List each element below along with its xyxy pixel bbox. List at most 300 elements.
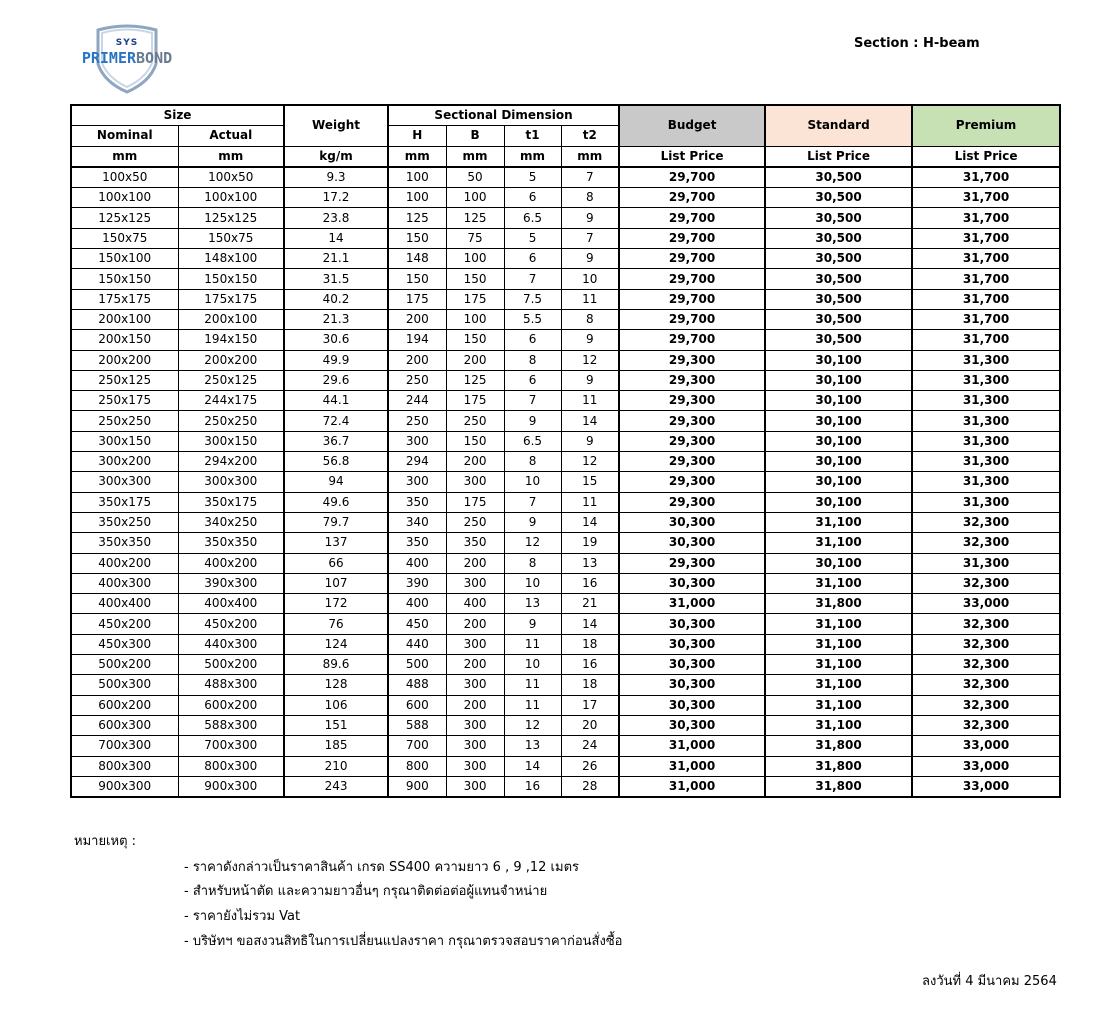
b-cell: 200 <box>446 655 504 675</box>
actual-size-cell: 200x200 <box>178 350 284 370</box>
nominal-size-cell: 250x125 <box>71 370 178 390</box>
t1-cell: 6 <box>504 330 561 350</box>
t1-cell: 9 <box>504 512 561 532</box>
premium-price-cell: 31,700 <box>912 289 1060 309</box>
premium-price-cell: 32,300 <box>912 695 1060 715</box>
actual-size-cell: 294x200 <box>178 452 284 472</box>
price-table <box>70 104 1061 798</box>
weight-cell: 79.7 <box>284 512 388 532</box>
issue-date: ลงวันที่ 4 มีนาคม 2564 <box>922 974 1057 989</box>
h-cell: 300 <box>388 431 446 451</box>
nominal-size-cell: 175x175 <box>71 289 178 309</box>
primerbond-logo <box>78 24 176 96</box>
header-nominal: Nominal <box>71 126 178 146</box>
t1-cell: 5 <box>504 228 561 248</box>
nominal-size-cell: 500x200 <box>71 655 178 675</box>
budget-price-cell: 29,700 <box>619 228 765 248</box>
header-standard: Standard <box>765 105 912 146</box>
h-cell: 250 <box>388 370 446 390</box>
table-row <box>71 431 1060 451</box>
actual-size-cell: 300x150 <box>178 431 284 451</box>
b-cell: 75 <box>446 228 504 248</box>
actual-size-cell: 400x200 <box>178 553 284 573</box>
t1-cell: 6 <box>504 188 561 208</box>
weight-cell: 31.5 <box>284 269 388 289</box>
actual-size-cell: 440x300 <box>178 634 284 654</box>
weight-cell: 172 <box>284 594 388 614</box>
actual-size-cell: 900x300 <box>178 776 284 797</box>
premium-price-cell: 31,700 <box>912 208 1060 228</box>
standard-price-cell: 31,100 <box>765 655 912 675</box>
budget-price-cell: 30,300 <box>619 614 765 634</box>
header-t1: t1 <box>504 126 561 146</box>
nominal-size-cell: 450x200 <box>71 614 178 634</box>
h-cell: 300 <box>388 472 446 492</box>
h-cell: 100 <box>388 167 446 188</box>
t2-cell: 11 <box>561 391 619 411</box>
premium-price-cell: 32,300 <box>912 533 1060 553</box>
table-row <box>71 594 1060 614</box>
budget-price-cell: 30,300 <box>619 512 765 532</box>
h-cell: 900 <box>388 776 446 797</box>
standard-price-cell: 30,100 <box>765 492 912 512</box>
h-cell: 600 <box>388 695 446 715</box>
b-cell: 50 <box>446 167 504 188</box>
budget-price-cell: 30,300 <box>619 634 765 654</box>
budget-price-cell: 29,700 <box>619 188 765 208</box>
standard-price-cell: 31,100 <box>765 634 912 654</box>
t1-cell: 6.5 <box>504 208 561 228</box>
b-cell: 175 <box>446 289 504 309</box>
premium-price-cell: 31,300 <box>912 492 1060 512</box>
t2-cell: 9 <box>561 370 619 390</box>
actual-size-cell: 800x300 <box>178 756 284 776</box>
h-cell: 350 <box>388 533 446 553</box>
nominal-size-cell: 150x100 <box>71 249 178 269</box>
note-line: - บริษัทฯ ขอสงวนสิทธิในการเปลี่ยนแปลงราคา กรุณาตรวจสอบราคาก่อนสั่งซื้อ <box>184 934 623 949</box>
budget-price-cell: 29,300 <box>619 370 765 390</box>
t2-cell: 10 <box>561 269 619 289</box>
header-actual: Actual <box>178 126 284 146</box>
notes-title: หมายเหตุ : <box>74 834 137 849</box>
b-cell: 300 <box>446 736 504 756</box>
budget-price-cell: 29,700 <box>619 289 765 309</box>
budget-price-cell: 29,700 <box>619 330 765 350</box>
weight-cell: 40.2 <box>284 289 388 309</box>
nominal-size-cell: 400x300 <box>71 573 178 593</box>
t2-cell: 26 <box>561 756 619 776</box>
premium-price-cell: 32,300 <box>912 614 1060 634</box>
section-value: H-beam <box>923 36 980 51</box>
header-budget: Budget <box>619 105 765 146</box>
b-cell: 200 <box>446 350 504 370</box>
t1-cell: 9 <box>504 411 561 431</box>
standard-price-cell: 30,500 <box>765 309 912 329</box>
nominal-size-cell: 700x300 <box>71 736 178 756</box>
section-title <box>854 36 980 51</box>
premium-price-cell: 32,300 <box>912 512 1060 532</box>
weight-cell: 89.6 <box>284 655 388 675</box>
budget-price-cell: 30,300 <box>619 533 765 553</box>
standard-price-cell: 30,500 <box>765 228 912 248</box>
b-cell: 125 <box>446 208 504 228</box>
weight-cell: 151 <box>284 715 388 735</box>
table-row <box>71 309 1060 329</box>
nominal-size-cell: 350x350 <box>71 533 178 553</box>
t2-cell: 24 <box>561 736 619 756</box>
t1-cell: 8 <box>504 350 561 370</box>
b-cell: 200 <box>446 452 504 472</box>
logo-subtext: SYS <box>115 38 139 48</box>
nominal-size-cell: 900x300 <box>71 776 178 797</box>
table-row <box>71 411 1060 431</box>
unit-label: mm <box>71 146 178 167</box>
b-cell: 250 <box>446 411 504 431</box>
h-cell: 450 <box>388 614 446 634</box>
h-cell: 150 <box>388 269 446 289</box>
standard-price-cell: 31,100 <box>765 614 912 634</box>
table-row <box>71 715 1060 735</box>
header-sectional: Sectional Dimension <box>388 105 619 126</box>
standard-price-cell: 30,500 <box>765 188 912 208</box>
b-cell: 200 <box>446 614 504 634</box>
table-row <box>71 167 1060 188</box>
t2-cell: 7 <box>561 228 619 248</box>
table-row <box>71 289 1060 309</box>
budget-price-cell: 29,300 <box>619 472 765 492</box>
budget-price-cell: 29,300 <box>619 553 765 573</box>
budget-price-cell: 30,300 <box>619 573 765 593</box>
table-row <box>71 512 1060 532</box>
note-line: - สำหรับหน้าตัด และความยาวอื่นๆ กรุณาติดต่อต่อผู้แทนจำหน่าย <box>184 884 548 899</box>
premium-price-cell: 31,700 <box>912 167 1060 188</box>
nominal-size-cell: 200x200 <box>71 350 178 370</box>
actual-size-cell: 100x100 <box>178 188 284 208</box>
unit-label: kg/m <box>284 146 388 167</box>
t1-cell: 12 <box>504 715 561 735</box>
premium-price-cell: 31,300 <box>912 431 1060 451</box>
table-row <box>71 614 1060 634</box>
t2-cell: 7 <box>561 167 619 188</box>
table-row <box>71 776 1060 797</box>
standard-price-cell: 31,100 <box>765 573 912 593</box>
t2-cell: 28 <box>561 776 619 797</box>
t2-cell: 20 <box>561 715 619 735</box>
budget-price-cell: 29,300 <box>619 391 765 411</box>
t2-cell: 14 <box>561 512 619 532</box>
premium-price-cell: 31,300 <box>912 472 1060 492</box>
weight-cell: 23.8 <box>284 208 388 228</box>
header-h: H <box>388 126 446 146</box>
t1-cell: 11 <box>504 634 561 654</box>
budget-price-cell: 29,700 <box>619 208 765 228</box>
weight-cell: 49.9 <box>284 350 388 370</box>
budget-price-cell: 30,300 <box>619 675 765 695</box>
b-cell: 300 <box>446 472 504 492</box>
unit-label: List Price <box>765 146 912 167</box>
weight-cell: 76 <box>284 614 388 634</box>
t2-cell: 14 <box>561 614 619 634</box>
t2-cell: 11 <box>561 289 619 309</box>
standard-price-cell: 31,100 <box>765 512 912 532</box>
actual-size-cell: 250x125 <box>178 370 284 390</box>
table-row <box>71 370 1060 390</box>
t1-cell: 10 <box>504 655 561 675</box>
nominal-size-cell: 350x250 <box>71 512 178 532</box>
h-cell: 440 <box>388 634 446 654</box>
weight-cell: 21.3 <box>284 309 388 329</box>
t1-cell: 8 <box>504 553 561 573</box>
unit-label: mm <box>388 146 446 167</box>
nominal-size-cell: 300x200 <box>71 452 178 472</box>
weight-cell: 36.7 <box>284 431 388 451</box>
weight-cell: 66 <box>284 553 388 573</box>
unit-label: mm <box>504 146 561 167</box>
nominal-size-cell: 350x175 <box>71 492 178 512</box>
header-size: Size <box>71 105 284 126</box>
table-row <box>71 452 1060 472</box>
nominal-size-cell: 600x300 <box>71 715 178 735</box>
premium-price-cell: 31,700 <box>912 330 1060 350</box>
standard-price-cell: 31,800 <box>765 776 912 797</box>
standard-price-cell: 30,500 <box>765 249 912 269</box>
h-cell: 244 <box>388 391 446 411</box>
t2-cell: 21 <box>561 594 619 614</box>
budget-price-cell: 31,000 <box>619 776 765 797</box>
standard-price-cell: 30,500 <box>765 330 912 350</box>
t1-cell: 7 <box>504 492 561 512</box>
b-cell: 100 <box>446 188 504 208</box>
actual-size-cell: 500x200 <box>178 655 284 675</box>
standard-price-cell: 31,800 <box>765 756 912 776</box>
h-cell: 800 <box>388 756 446 776</box>
b-cell: 400 <box>446 594 504 614</box>
weight-cell: 124 <box>284 634 388 654</box>
budget-price-cell: 29,700 <box>619 269 765 289</box>
weight-cell: 72.4 <box>284 411 388 431</box>
premium-price-cell: 31,300 <box>912 553 1060 573</box>
budget-price-cell: 31,000 <box>619 594 765 614</box>
actual-size-cell: 125x125 <box>178 208 284 228</box>
t2-cell: 8 <box>561 188 619 208</box>
actual-size-cell: 150x150 <box>178 269 284 289</box>
nominal-size-cell: 150x150 <box>71 269 178 289</box>
h-cell: 250 <box>388 411 446 431</box>
unit-label: mm <box>178 146 284 167</box>
nominal-size-cell: 100x100 <box>71 188 178 208</box>
weight-cell: 44.1 <box>284 391 388 411</box>
t1-cell: 11 <box>504 675 561 695</box>
h-cell: 390 <box>388 573 446 593</box>
header-weight: Weight <box>284 105 388 146</box>
premium-price-cell: 31,700 <box>912 269 1060 289</box>
b-cell: 300 <box>446 776 504 797</box>
t2-cell: 14 <box>561 411 619 431</box>
b-cell: 200 <box>446 553 504 573</box>
premium-price-cell: 33,000 <box>912 776 1060 797</box>
note-line: - ราคายังไม่รวม Vat <box>184 909 301 924</box>
t1-cell: 5.5 <box>504 309 561 329</box>
weight-cell: 49.6 <box>284 492 388 512</box>
nominal-size-cell: 125x125 <box>71 208 178 228</box>
b-cell: 300 <box>446 573 504 593</box>
h-cell: 200 <box>388 350 446 370</box>
premium-price-cell: 32,300 <box>912 634 1060 654</box>
t1-cell: 6.5 <box>504 431 561 451</box>
budget-price-cell: 29,300 <box>619 492 765 512</box>
actual-size-cell: 244x175 <box>178 391 284 411</box>
nominal-size-cell: 600x200 <box>71 695 178 715</box>
standard-price-cell: 30,100 <box>765 553 912 573</box>
b-cell: 100 <box>446 249 504 269</box>
nominal-size-cell: 250x250 <box>71 411 178 431</box>
premium-price-cell: 31,300 <box>912 391 1060 411</box>
unit-label: mm <box>561 146 619 167</box>
actual-size-cell: 250x250 <box>178 411 284 431</box>
units-row <box>71 146 1060 167</box>
standard-price-cell: 30,500 <box>765 269 912 289</box>
t1-cell: 6 <box>504 370 561 390</box>
standard-price-cell: 30,100 <box>765 472 912 492</box>
t1-cell: 10 <box>504 573 561 593</box>
budget-price-cell: 29,700 <box>619 309 765 329</box>
standard-price-cell: 30,500 <box>765 167 912 188</box>
t2-cell: 18 <box>561 675 619 695</box>
nominal-size-cell: 500x300 <box>71 675 178 695</box>
weight-cell: 30.6 <box>284 330 388 350</box>
t1-cell: 8 <box>504 452 561 472</box>
weight-cell: 185 <box>284 736 388 756</box>
section-label: Section : <box>854 36 919 51</box>
h-cell: 700 <box>388 736 446 756</box>
h-cell: 400 <box>388 594 446 614</box>
t2-cell: 8 <box>561 309 619 329</box>
nominal-size-cell: 800x300 <box>71 756 178 776</box>
premium-price-cell: 32,300 <box>912 573 1060 593</box>
weight-cell: 107 <box>284 573 388 593</box>
standard-price-cell: 30,100 <box>765 370 912 390</box>
budget-price-cell: 29,300 <box>619 452 765 472</box>
premium-price-cell: 31,300 <box>912 350 1060 370</box>
table-row <box>71 756 1060 776</box>
standard-price-cell: 30,100 <box>765 411 912 431</box>
weight-cell: 9.3 <box>284 167 388 188</box>
nominal-size-cell: 200x100 <box>71 309 178 329</box>
h-cell: 148 <box>388 249 446 269</box>
t2-cell: 12 <box>561 350 619 370</box>
t1-cell: 12 <box>504 533 561 553</box>
actual-size-cell: 588x300 <box>178 715 284 735</box>
b-cell: 200 <box>446 695 504 715</box>
table-row <box>71 492 1060 512</box>
actual-size-cell: 175x175 <box>178 289 284 309</box>
unit-label: List Price <box>619 146 765 167</box>
t2-cell: 19 <box>561 533 619 553</box>
h-cell: 340 <box>388 512 446 532</box>
actual-size-cell: 600x200 <box>178 695 284 715</box>
budget-price-cell: 31,000 <box>619 736 765 756</box>
standard-price-cell: 31,800 <box>765 736 912 756</box>
premium-price-cell: 33,000 <box>912 594 1060 614</box>
table-row <box>71 228 1060 248</box>
table-row <box>71 675 1060 695</box>
actual-size-cell: 194x150 <box>178 330 284 350</box>
premium-price-cell: 31,700 <box>912 309 1060 329</box>
h-cell: 294 <box>388 452 446 472</box>
b-cell: 350 <box>446 533 504 553</box>
table-row <box>71 634 1060 654</box>
actual-size-cell: 350x175 <box>178 492 284 512</box>
premium-price-cell: 31,300 <box>912 370 1060 390</box>
table-row <box>71 350 1060 370</box>
standard-price-cell: 30,500 <box>765 208 912 228</box>
h-cell: 400 <box>388 553 446 573</box>
premium-price-cell: 31,700 <box>912 188 1060 208</box>
nominal-size-cell: 300x300 <box>71 472 178 492</box>
table-row <box>71 553 1060 573</box>
actual-size-cell: 300x300 <box>178 472 284 492</box>
h-cell: 125 <box>388 208 446 228</box>
t1-cell: 9 <box>504 614 561 634</box>
h-cell: 588 <box>388 715 446 735</box>
b-cell: 300 <box>446 634 504 654</box>
budget-price-cell: 31,000 <box>619 756 765 776</box>
header-premium: Premium <box>912 105 1060 146</box>
standard-price-cell: 31,100 <box>765 533 912 553</box>
budget-price-cell: 30,300 <box>619 695 765 715</box>
standard-price-cell: 30,100 <box>765 391 912 411</box>
table-row <box>71 655 1060 675</box>
t2-cell: 16 <box>561 655 619 675</box>
standard-price-cell: 31,800 <box>765 594 912 614</box>
budget-price-cell: 29,700 <box>619 167 765 188</box>
premium-price-cell: 31,700 <box>912 228 1060 248</box>
table-row <box>71 249 1060 269</box>
weight-cell: 137 <box>284 533 388 553</box>
nominal-size-cell: 300x150 <box>71 431 178 451</box>
actual-size-cell: 700x300 <box>178 736 284 756</box>
t2-cell: 13 <box>561 553 619 573</box>
standard-price-cell: 30,100 <box>765 452 912 472</box>
premium-price-cell: 32,300 <box>912 675 1060 695</box>
weight-cell: 243 <box>284 776 388 797</box>
weight-cell: 94 <box>284 472 388 492</box>
actual-size-cell: 340x250 <box>178 512 284 532</box>
table-row <box>71 472 1060 492</box>
b-cell: 150 <box>446 431 504 451</box>
t2-cell: 9 <box>561 208 619 228</box>
actual-size-cell: 350x350 <box>178 533 284 553</box>
budget-price-cell: 30,300 <box>619 655 765 675</box>
t1-cell: 5 <box>504 167 561 188</box>
b-cell: 175 <box>446 492 504 512</box>
actual-size-cell: 100x50 <box>178 167 284 188</box>
weight-cell: 21.1 <box>284 249 388 269</box>
t1-cell: 11 <box>504 695 561 715</box>
actual-size-cell: 390x300 <box>178 573 284 593</box>
table-row <box>71 573 1060 593</box>
table-row <box>71 533 1060 553</box>
h-cell: 350 <box>388 492 446 512</box>
logo-wordmark <box>78 49 176 67</box>
actual-size-cell: 150x75 <box>178 228 284 248</box>
table-row <box>71 391 1060 411</box>
b-cell: 250 <box>446 512 504 532</box>
unit-label: mm <box>446 146 504 167</box>
table-row <box>71 695 1060 715</box>
actual-size-cell: 200x100 <box>178 309 284 329</box>
weight-cell: 106 <box>284 695 388 715</box>
